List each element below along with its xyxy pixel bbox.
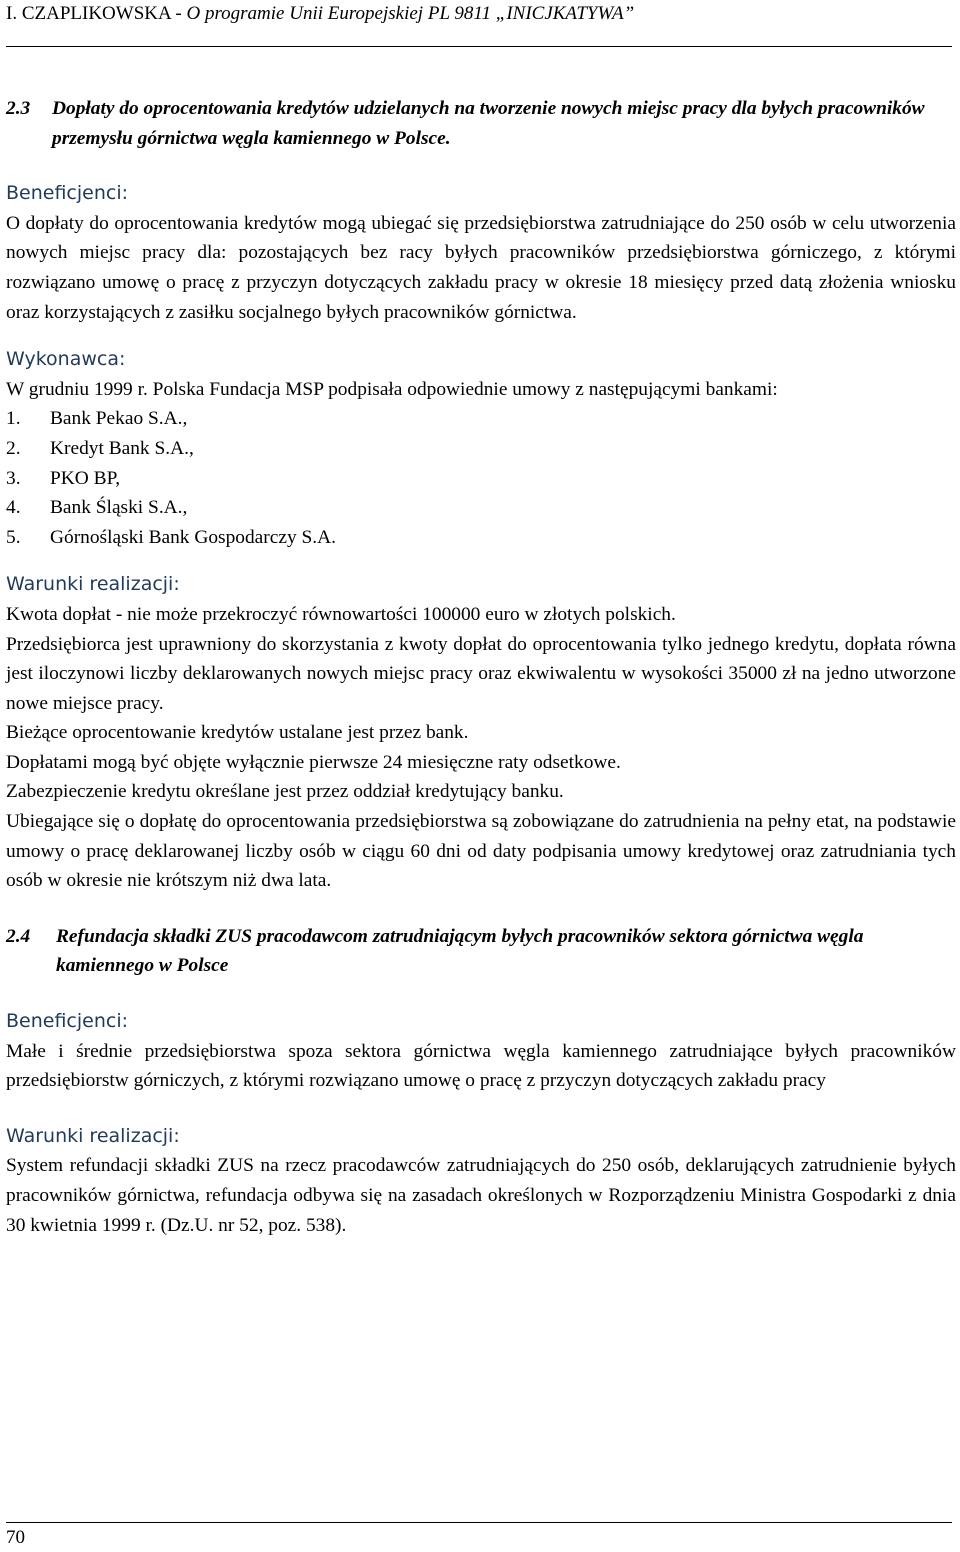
footer-rule [6, 1522, 952, 1523]
conditions-paragraph: Przedsiębiorca jest uprawniony do skorzystania z kwoty dopłat do oprocentowania tylko jednego kredytu, dopłata równa jest iloczynowi liczby deklarowanych nowych miejsc pracy oraz ekwiwalentu w wysokości 35000 zł na jedno utworzone nowe miejsce pracy. [6, 633, 956, 714]
contractor-text: W grudniu 1999 r. Polska Fundacja MSP podpisała odpowiednie umowy z następującymi bankami: [6, 378, 778, 400]
list-item-text: Kredyt Bank S.A., [50, 437, 194, 459]
conditions-paragraph: Ubiegające się o dopłatę do oprocentowania przedsiębiorstwa są zobowiązane do zatrudnienia na pełny etat, na podstawie umowy o pracę deklarowanej liczby osób w ciągu 60 dni od daty podpisania umowy kredytowej oraz zatrudniania tych osób w okresie nie krótszym niż dwa lata. [6, 811, 956, 892]
contractor-label: Wykonawca: [6, 348, 126, 371]
list-item-number: 3. [6, 467, 21, 489]
page-number: 70 [6, 1527, 25, 1548]
list-item [6, 404, 956, 434]
conditions-text: System refundacji składki ZUS na rzecz pracodawców zatrudniających do 250 osób, deklarujących zatrudnienie byłych pracowników górnictwa, refundacja odbywa się na zasadach określonych w Rozporządzeniu Ministra Gospodarki z dnia 30 kwietnia 1999 r. (Dz.U. nr 52, poz. 538). [6, 1155, 956, 1236]
section-number: 2.4 [6, 925, 31, 947]
conditions-paragraph: Kwota dopłat - nie może przekroczyć równowartości 100000 euro w złotych polskich. [6, 603, 676, 625]
section-title: Dopłaty do oprocentowania kredytów udzielanych na tworzenie nowych miejsc pracy dla byłych pracowników przemysłu górnictwa węgla kamiennego w Polsce. [52, 98, 925, 149]
beneficiaries-label: Beneficjenci: [6, 182, 129, 205]
header-rule [6, 46, 952, 47]
page-content [6, 94, 956, 1240]
list-item-text: Bank Śląski S.A., [50, 497, 188, 519]
list-item [6, 464, 956, 494]
beneficiaries-label: Beneficjenci: [6, 1010, 129, 1033]
list-item [6, 434, 956, 464]
list-item-text: PKO BP, [50, 467, 121, 489]
section-title: Refundacja składki ZUS pracodawcom zatrudniającym byłych pracowników sektora górnictwa węgla kamiennego w Polsce [56, 925, 864, 977]
conditions-paragraph: Dopłatami mogą być objęte wyłącznie pierwsze 24 miesięczne raty odsetkowe. [6, 751, 621, 773]
list-item-text: Bank Pekao S.A., [50, 408, 188, 430]
list-item-number: 2. [6, 437, 21, 459]
bank-list [6, 404, 956, 552]
section-heading-2-3 [6, 94, 956, 153]
list-item-text: Górnośląski Bank Gospodarczy S.A. [50, 526, 336, 548]
header-author: I. CZAPLIKOWSKA - [6, 3, 187, 24]
conditions-paragraph: Bieżące oprocentowanie kredytów ustalane jest przez bank. [6, 722, 469, 744]
list-item [6, 523, 956, 553]
list-item-number: 1. [6, 408, 21, 430]
conditions-label: Warunki realizacji: [6, 1124, 180, 1147]
section-number: 2.3 [6, 98, 31, 119]
section-heading-2-4 [6, 922, 956, 981]
list-item-number: 4. [6, 497, 21, 519]
list-item-number: 5. [6, 526, 21, 548]
beneficiaries-text: Małe i średnie przedsiębiorstwa spoza sektora górnictwa węgla kamiennego zatrudniające byłych pracowników przedsiębiorstw górniczych, z którymi rozwiązano umowę o pracę z przyczyn dotyczących zakładu pracy [6, 1040, 956, 1092]
list-item [6, 493, 956, 523]
conditions-paragraph: Zabezpieczenie kredytu określane jest przez oddział kredytujący banku. [6, 781, 564, 803]
header-title: O programie Unii Europejskiej PL 9811 „INICJKATYWA” [186, 3, 635, 24]
conditions-label: Warunki realizacji: [6, 573, 180, 596]
beneficiaries-text: O dopłaty do oprocentowania kredytów mogą ubiegać się przedsiębiorstwa zatrudniające do 250 osób w celu utworzenia nowych miejsc pracy dla: pozostających bez racy byłych pracowników przedsiębiorstwa górniczego, z którymi rozwiązano umowę o pracę z przyczyn dotyczących zakładu pracy w okresie 18 miesięcy przed datą złożenia wniosku oraz korzystających z zasiłku socjalnego byłych pracowników górnictwa. [6, 212, 956, 323]
running-header [6, 2, 954, 26]
